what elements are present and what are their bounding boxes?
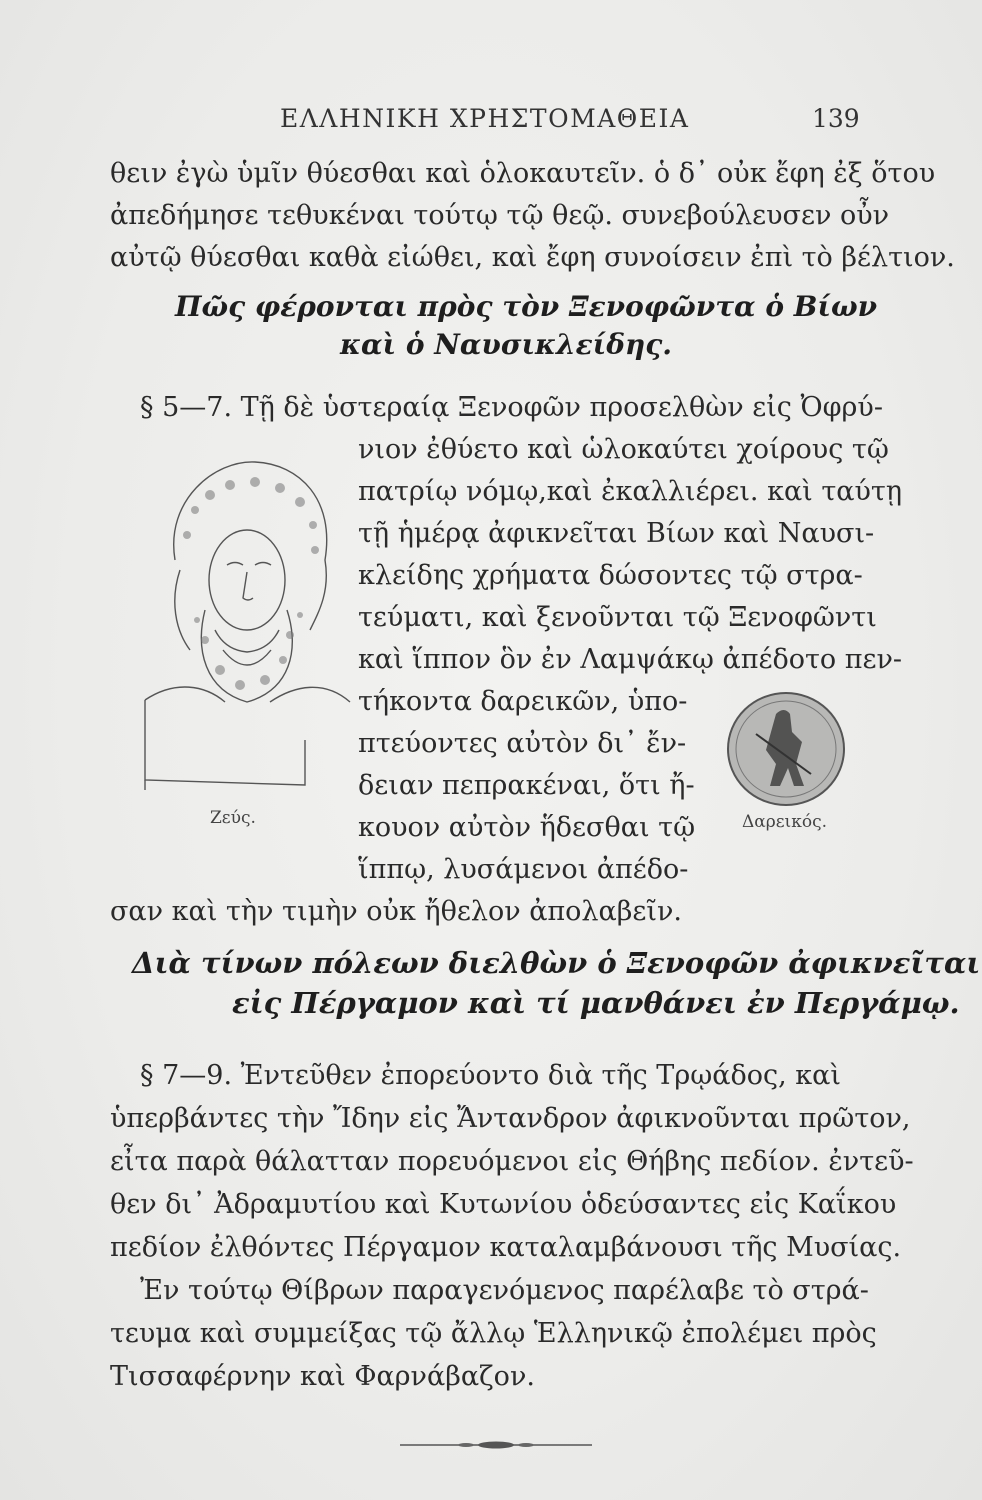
text-line: τεύματι, καὶ ξενοῦνται τῷ Ξενοφῶντι — [358, 602, 877, 633]
text-line: σαν καὶ τὴν τιμὴν οὐκ ἤθελον ἀπολαβεῖν. — [110, 896, 682, 927]
text-line: δειαν πεπρακέναι, ὅτι ἤ- — [358, 770, 695, 801]
daric-coin-illustration — [716, 684, 856, 814]
text-line: καὶ ἵππον ὃν ἐν Λαμψάκῳ ἀπέδοτο πεν- — [358, 644, 903, 675]
running-head: ΕΛΛΗΝΙΚΗ ΧΡΗΣΤΟΜΑΘΕΙΑ — [280, 104, 690, 133]
text-line: πτεύοντες αὐτὸν δι᾿ ἔν- — [358, 728, 687, 759]
text-line: τήκοντα δαρεικῶν, ὑπο- — [358, 686, 688, 717]
text-line: τῇ ἡμέρᾳ ἀφικνεῖται Βίων καὶ Ναυσι- — [358, 518, 875, 549]
text-line: θειν ἐγὼ ὑμῖν θύεσθαι καὶ ὁλοκαυτεῖν. ὁ δ᾿ οὐκ ἔφη ἐξ ὅτου — [110, 158, 936, 189]
text-line: τευμα καὶ συμμείξας τῷ ἄλλῳ Ἑλληνικῷ ἐπολέμει πρὸς — [110, 1318, 877, 1349]
daric-caption: Δαρεικός. — [742, 812, 828, 832]
section-heading: καὶ ὁ Ναυσικλείδης. — [340, 328, 673, 361]
section-heading: εἰς Πέργαμον καὶ τί μανθάνει ἐν Περγάμῳ. — [232, 986, 960, 1020]
text-line: ὑπερβάντες τὴν Ἴδην εἰς Ἄντανδρον ἀφικνοῦνται πρῶτον, — [110, 1103, 911, 1134]
text-line: ἵππῳ, λυσάμενοι ἀπέδο- — [358, 854, 689, 885]
zeus-bust-illustration — [135, 440, 355, 800]
text-line: εἶτα παρὰ θάλατταν πορευόμενοι εἰς Θήβης πεδίον. ἐντεῦ- — [110, 1146, 914, 1177]
text-line: § 7—9. Ἐντεῦθεν ἐπορεύοντο διὰ τῆς Τρῳάδος, καὶ — [140, 1060, 841, 1091]
text-line: νιον ἐθύετο καὶ ὡλοκαύτει χοίρους τῷ — [358, 434, 889, 465]
text-line: πεδίον ἐλθόντες Πέργαμον καταλαμβάνουσι τῆς Μυσίας. — [110, 1232, 902, 1263]
text-line: κουον αὐτὸν ἥδεσθαι τῷ — [358, 812, 696, 843]
page-number: 139 — [812, 104, 860, 133]
text-line: § 5—7. Τῇ δὲ ὑστεραίᾳ Ξενοφῶν προσελθὼν εἰς Ὀφρύ- — [140, 392, 883, 423]
text-line: κλείδης χρήματα δώσοντες τῷ στρα- — [358, 560, 863, 591]
section-heading: Διὰ τίνων πόλεων διελθὼν ὁ Ξενοφῶν ἀφικνεῖται — [132, 946, 981, 980]
text-line: θεν δι᾿ Ἀδραμυτίου καὶ Κυτωνίου ὁδεύσαντες εἰς Καΐκου — [110, 1189, 897, 1220]
text-line: Ἐν τούτῳ Θίβρων παραγενόμενος παρέλαβε τὸ στρά- — [140, 1275, 869, 1306]
text-line: αὐτῷ θύεσθαι καθὰ εἰώθει, καὶ ἔφη συνοίσειν ἐπὶ τὸ βέλτιον. — [110, 242, 955, 273]
zeus-caption: Ζεύς. — [210, 808, 256, 828]
section-heading: Πῶς φέρονται πρὸς τὸν Ξενοφῶντα ὁ Βίων — [175, 290, 878, 323]
text-line: ἀπεδήμησε τεθυκέναι τούτῳ τῷ θεῷ. συνεβούλευσεν οὖν — [110, 200, 890, 231]
text-line: Τισσαφέρνην καὶ Φαρνάβαζον. — [110, 1361, 535, 1392]
text-line: πατρίῳ νόμῳ,καὶ ἐκαλλιέρει. καὶ ταύτῃ — [358, 476, 903, 507]
end-ornament-rule — [396, 1438, 596, 1452]
